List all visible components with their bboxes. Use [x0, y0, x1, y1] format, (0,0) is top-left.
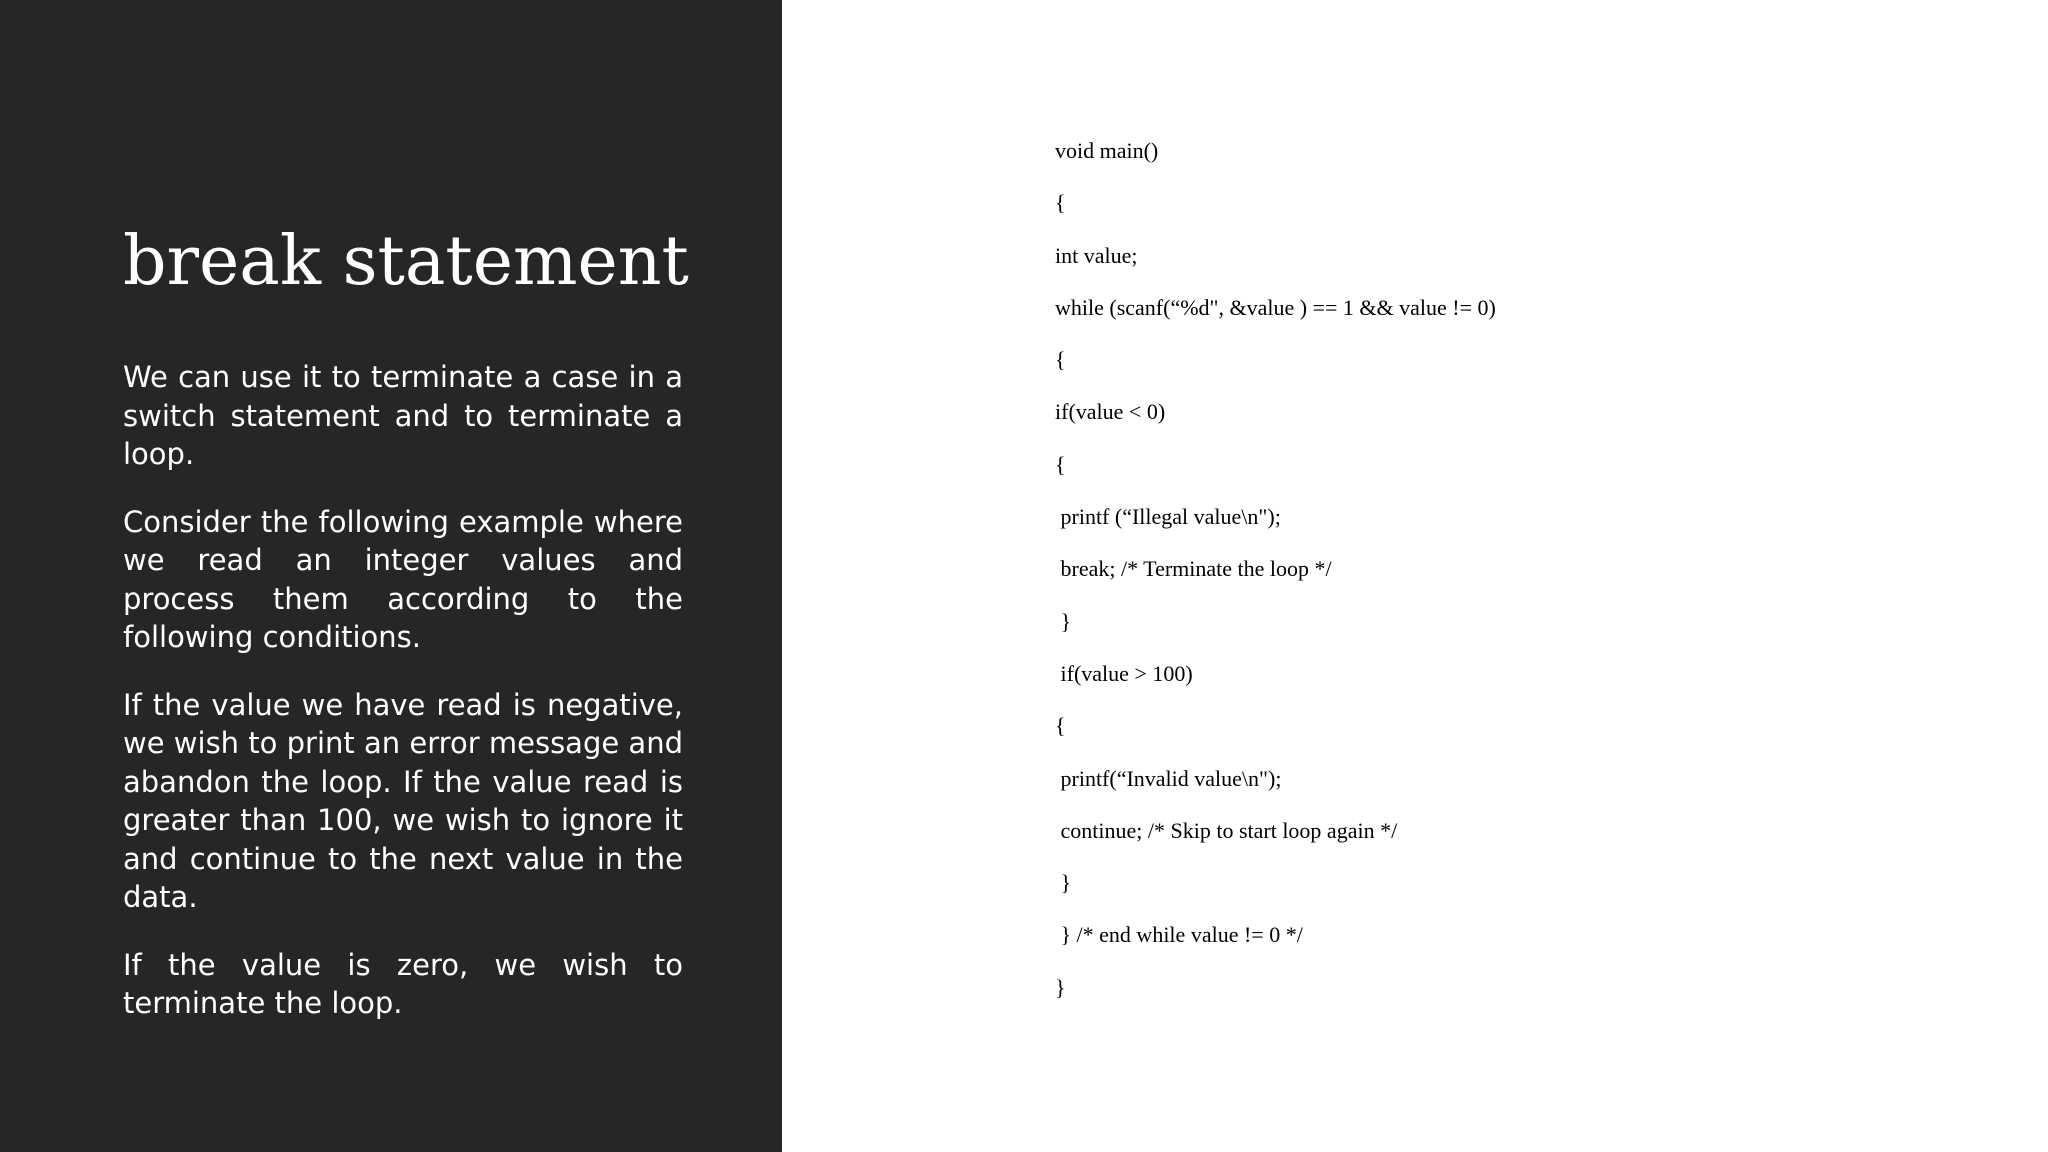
code-line: printf (“Illegal value\n");	[1055, 504, 1281, 530]
left-panel	[0, 0, 782, 1152]
paragraph: We can use it to terminate a case in a switch statement and to terminate a loop.	[123, 360, 683, 471]
paragraph: If the value we have read is negative, we wish to print an error message and abandon the loop. If the value read is greater than 100, we wish to ignore it and continue to the next value in the data.	[123, 687, 683, 914]
code-line: while (scanf(“%d", &value ) == 1 && value != 0)	[1055, 294, 1496, 320]
code-line: int value;	[1055, 242, 1138, 268]
code-line: {	[1055, 190, 1066, 216]
code-line: }	[1055, 974, 1066, 1000]
code-line: printf(“Invalid value\n");	[1055, 765, 1282, 791]
code-line: } /* end while value != 0 */	[1055, 922, 1303, 948]
code-line: }	[1055, 608, 1072, 634]
code-line: {	[1055, 451, 1066, 477]
code-line: {	[1055, 713, 1066, 739]
code-line: break; /* Terminate the loop */	[1055, 556, 1332, 582]
slide-title: break statement	[123, 222, 689, 301]
code-line: if(value > 100)	[1055, 660, 1193, 686]
code-line: {	[1055, 347, 1066, 373]
code-block	[1055, 133, 1496, 1022]
code-line: if(value < 0)	[1055, 399, 1166, 425]
code-line: void main()	[1055, 138, 1159, 163]
paragraph: Consider the following example where we read an integer values and process them according to the following conditions.	[123, 504, 683, 654]
body-text	[123, 358, 683, 1052]
code-line: continue; /* Skip to start loop again */	[1055, 817, 1398, 843]
code-line: }	[1055, 870, 1072, 896]
paragraph: If the value is zero, we wish to terminate the loop.	[123, 947, 683, 1020]
